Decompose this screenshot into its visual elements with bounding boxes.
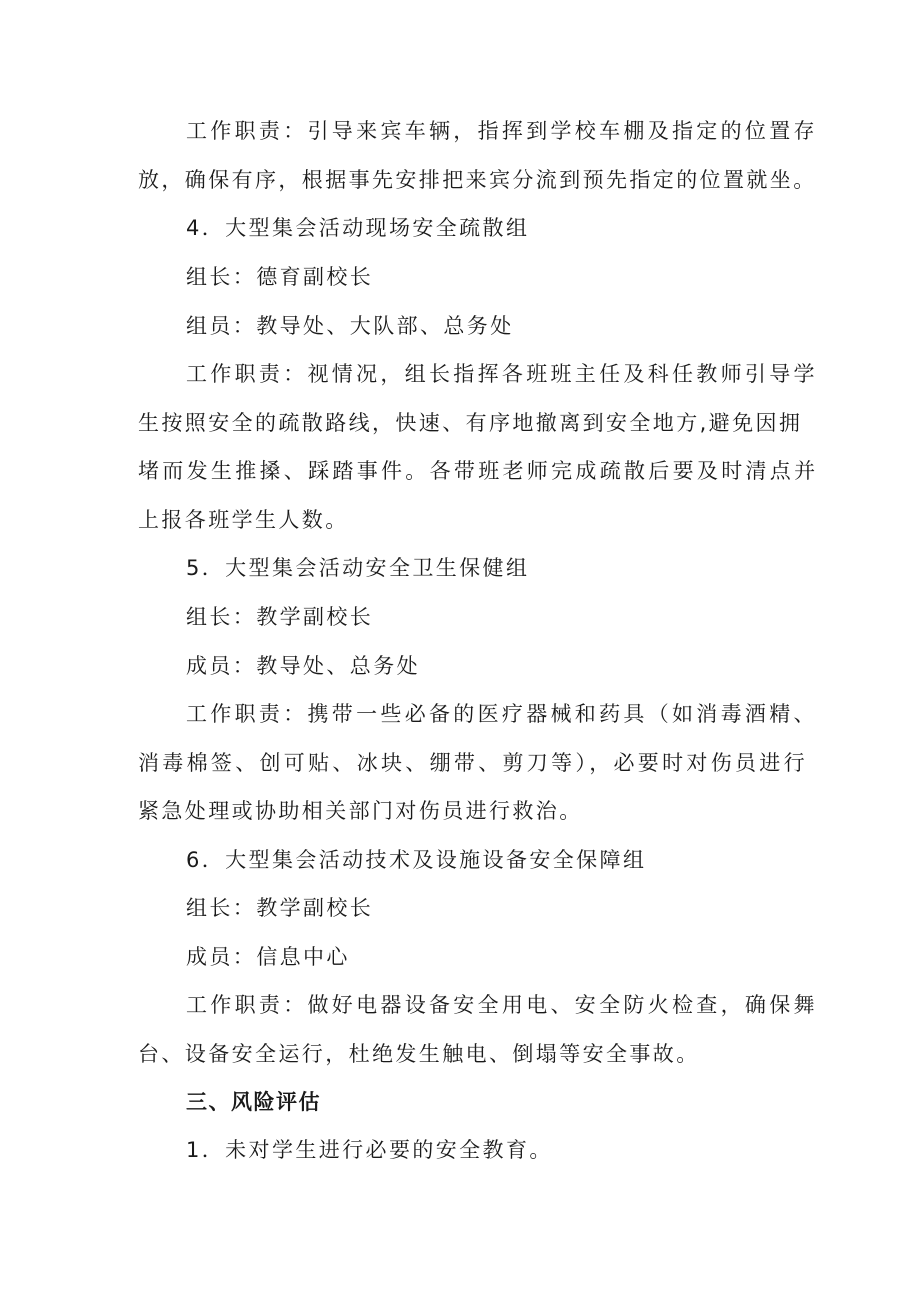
paragraph-line: 组长：教学副校长 xyxy=(186,605,374,629)
paragraph-line: 工作职责：引导来宾车辆，指挥到学校车棚及指定的位置存 xyxy=(186,119,818,143)
paragraph-line: 消毒棉签、创可贴、冰块、绷带、剪刀等），必要时对伤员进行 xyxy=(138,751,808,775)
paragraph-line: 成员：教导处、总务处 xyxy=(186,654,420,678)
paragraph-line: 堵而发生推搡、踩踏事件。各带班老师完成疏散后要及时清点并 xyxy=(138,459,819,483)
paragraph-line: 组长：教学副校长 xyxy=(186,896,374,920)
paragraph-line: 上报各班学生人数。 xyxy=(138,508,349,532)
paragraph-line: 成员：信息中心 xyxy=(186,945,350,969)
paragraph-line: 生按照安全的疏散路线，快速、有序地撤离到安全地方,避免因拥 xyxy=(138,411,803,435)
section-heading: 4．大型集会活动现场安全疏散组 xyxy=(186,216,530,240)
paragraph-line: 放，确保有序，根据事先安排把来宾分流到预先指定的位置就坐。 xyxy=(138,168,817,192)
section-heading: 5．大型集会活动安全卫生保健组 xyxy=(186,556,530,580)
paragraph-line: 紧急处理或协助相关部门对伤员进行救治。 xyxy=(138,799,583,823)
paragraph-line: 工作职责：视情况，组长指挥各班班主任及科任教师引导学 xyxy=(186,362,818,386)
paragraph-line: 组员：教导处、大队部、总务处 xyxy=(186,314,514,338)
paragraph-line: 组长：德育副校长 xyxy=(186,265,374,289)
paragraph-line: 工作职责：携带一些必备的医疗器械和药具（如消毒酒精、 xyxy=(186,702,818,726)
paragraph-line: 1．未对学生进行必要的安全教育。 xyxy=(186,1138,553,1162)
section-heading: 6．大型集会活动技术及设施设备安全保障组 xyxy=(186,848,647,872)
paragraph-line: 台、设备安全运行，杜绝发生触电、倒塌等安全事故。 xyxy=(138,1042,700,1066)
chapter-heading: 三、风险评估 xyxy=(186,1090,321,1114)
paragraph-line: 工作职责：做好电器设备安全用电、安全防火检查，确保舞 xyxy=(186,993,818,1017)
